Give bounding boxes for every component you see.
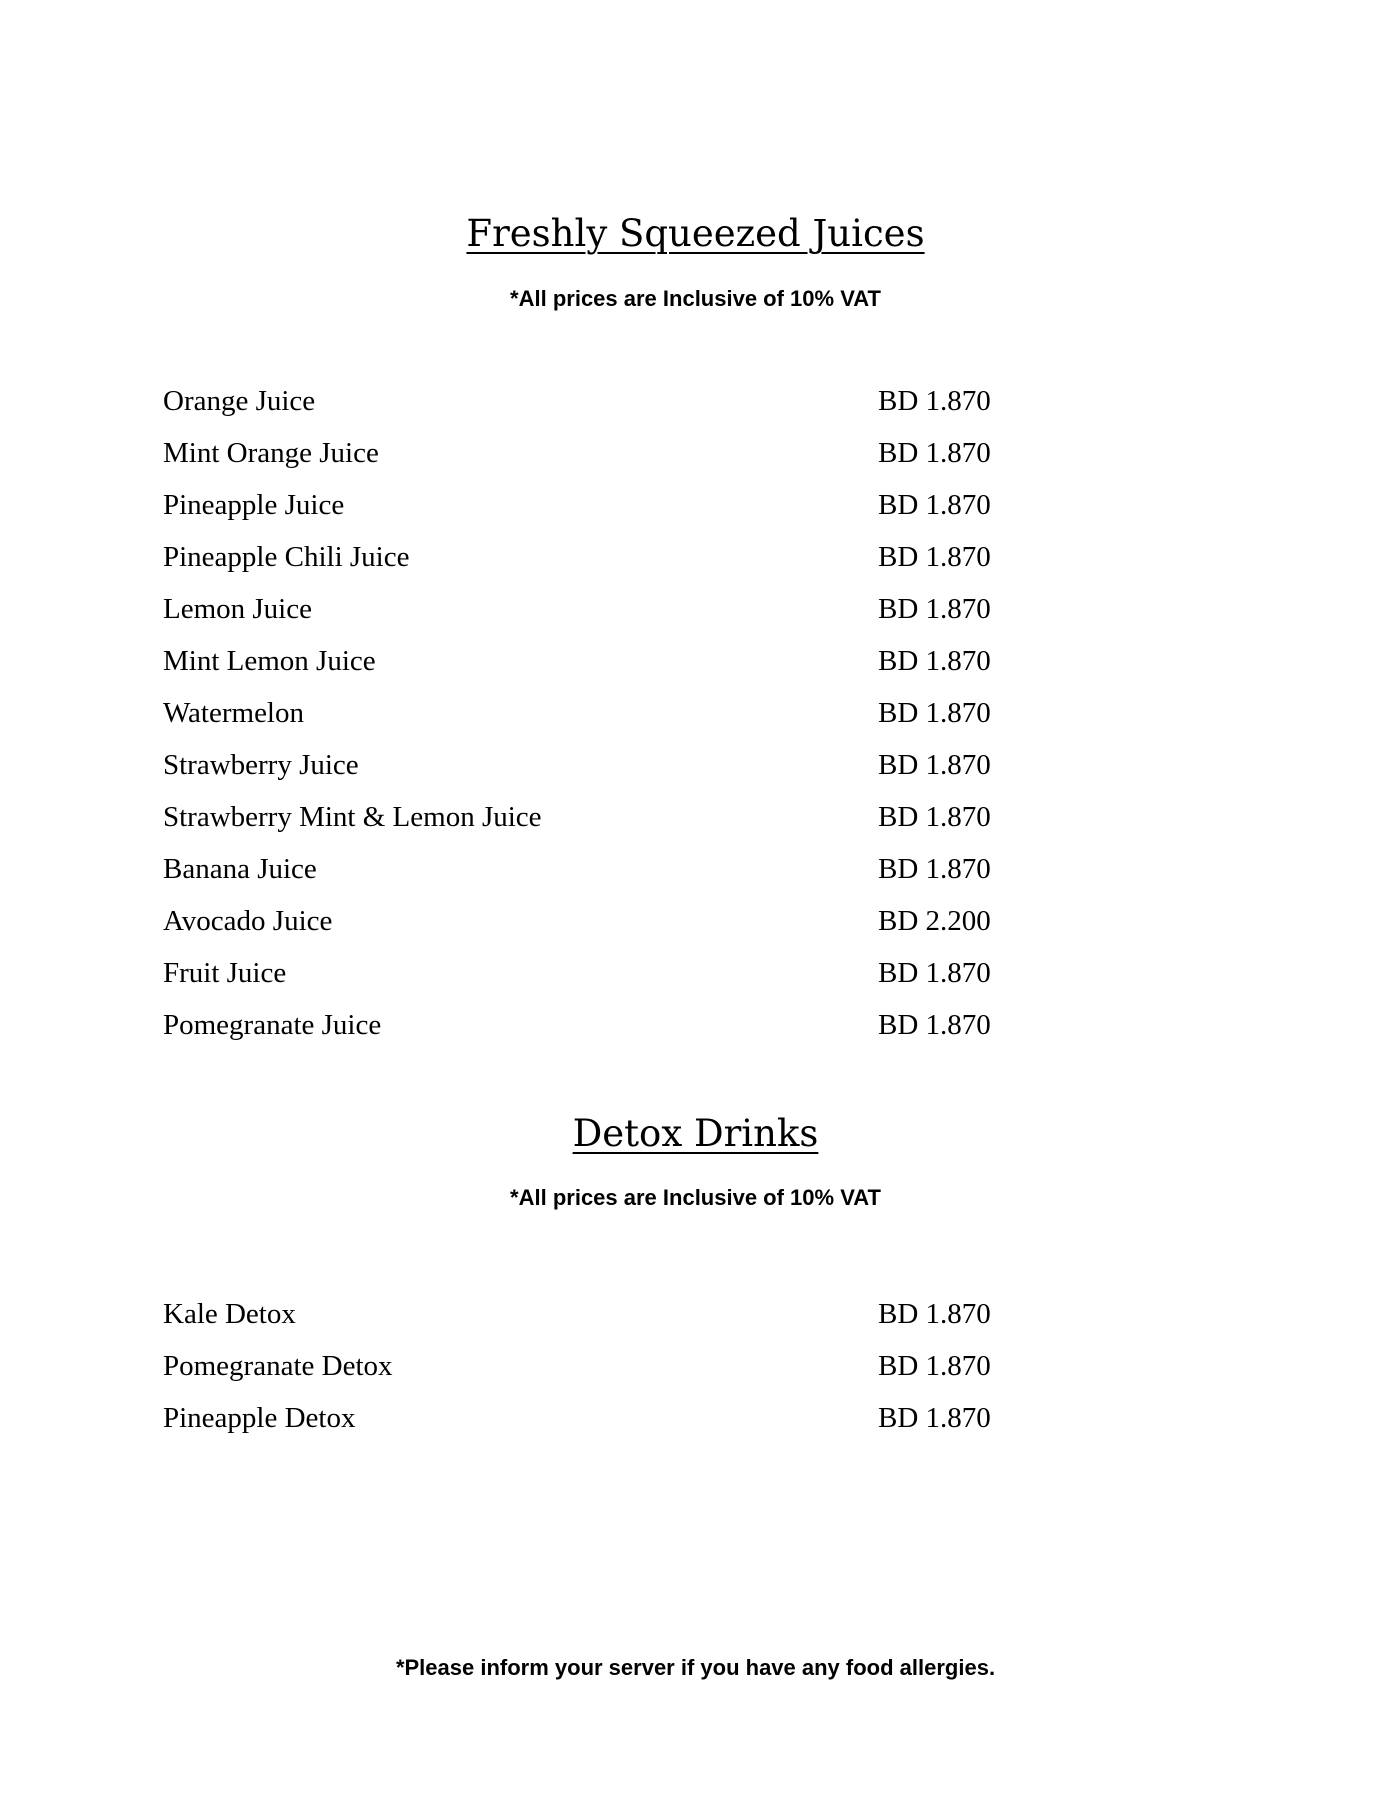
list-item [163, 427, 1003, 479]
section-title-detox: Detox Drinks [572, 1112, 819, 1155]
vat-note-juices: *All prices are Inclusive of 10% VAT [510, 286, 881, 311]
item-price: BD 1.870 [878, 800, 991, 833]
item-price: BD 1.870 [878, 644, 991, 677]
list-item [163, 583, 1003, 635]
item-name: Mint Orange Juice [163, 436, 379, 469]
item-name: Orange Juice [163, 384, 316, 417]
list-item [163, 635, 1003, 687]
vat-note-detox: *All prices are Inclusive of 10% VAT [510, 1185, 881, 1210]
list-item [163, 791, 1003, 843]
item-price: BD 1.870 [878, 956, 991, 989]
item-price: BD 1.870 [878, 1401, 991, 1434]
item-price: BD 1.870 [878, 852, 991, 885]
list-item [163, 1288, 1003, 1340]
allergy-note: *Please inform your server if you have any food allergies. [395, 1655, 996, 1680]
item-name: Pomegranate Juice [163, 1008, 382, 1041]
item-price: BD 1.870 [878, 1349, 991, 1382]
list-item [163, 843, 1003, 895]
list-item [163, 1392, 1003, 1444]
item-price: BD 1.870 [878, 488, 991, 521]
item-name: Pineapple Chili Juice [163, 540, 410, 573]
item-name: Fruit Juice [163, 956, 287, 989]
list-item [163, 531, 1003, 583]
item-name: Banana Juice [163, 852, 317, 885]
item-name: Pineapple Detox [163, 1401, 356, 1434]
list-item [163, 739, 1003, 791]
item-price: BD 1.870 [878, 384, 991, 417]
item-price: BD 1.870 [878, 540, 991, 573]
section-title-juices: Freshly Squeezed Juices [466, 212, 925, 255]
list-item [163, 999, 1003, 1051]
item-name: Mint Lemon Juice [163, 644, 376, 677]
item-price: BD 1.870 [878, 696, 991, 729]
item-price: BD 2.200 [878, 904, 991, 937]
list-item [163, 375, 1003, 427]
item-name: Avocado Juice [163, 904, 333, 937]
item-price: BD 1.870 [878, 592, 991, 625]
item-name: Pineapple Juice [163, 488, 345, 521]
juice-list [163, 375, 1003, 1051]
item-name: Watermelon [163, 696, 304, 729]
item-price: BD 1.870 [878, 1297, 991, 1330]
item-name: Lemon Juice [163, 592, 312, 625]
item-price: BD 1.870 [878, 748, 991, 781]
item-name: Kale Detox [163, 1297, 296, 1330]
list-item [163, 947, 1003, 999]
item-name: Pomegranate Detox [163, 1349, 393, 1382]
detox-list [163, 1288, 1003, 1444]
list-item [163, 895, 1003, 947]
list-item [163, 687, 1003, 739]
item-name: Strawberry Mint & Lemon Juice [163, 800, 542, 833]
item-name: Strawberry Juice [163, 748, 359, 781]
list-item [163, 479, 1003, 531]
list-item [163, 1340, 1003, 1392]
item-price: BD 1.870 [878, 436, 991, 469]
item-price: BD 1.870 [878, 1008, 991, 1041]
